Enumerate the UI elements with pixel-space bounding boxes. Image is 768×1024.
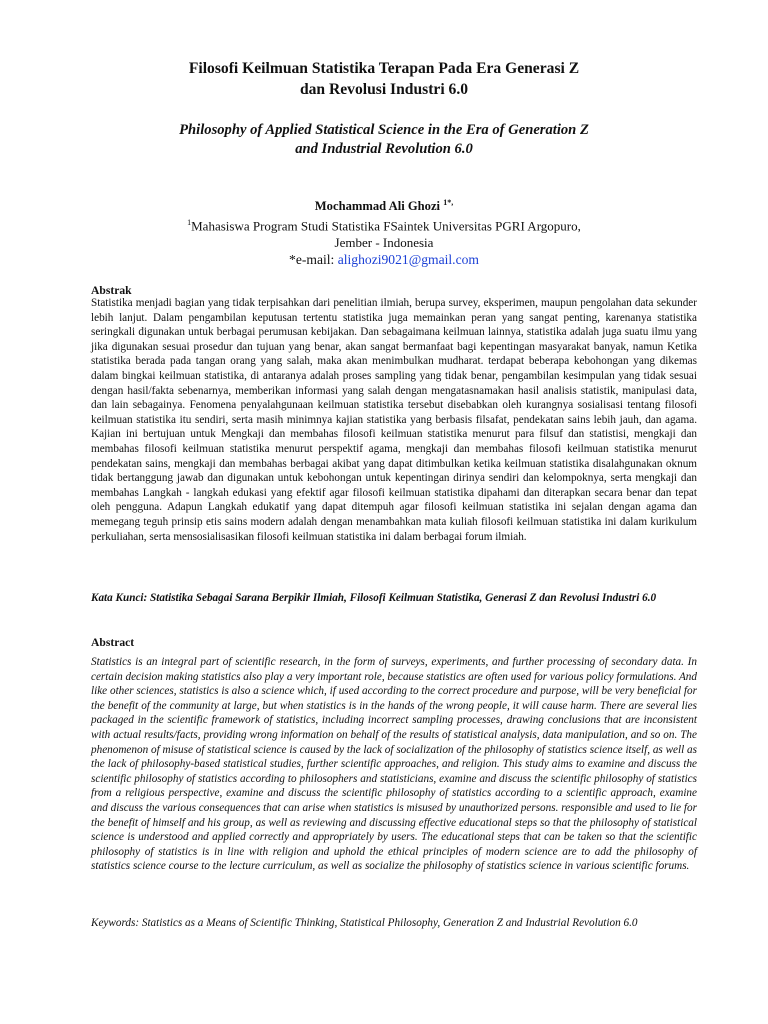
affiliation-line-1: $^1$Mahasiswa Program Studi Statistika FSaintek Universitas PGRI Argopuro, <box>187 218 581 234</box>
title-line-2: dan Revolusi Industri 6.0 <box>299 81 469 98</box>
abstrak-heading: Abstrak <box>91 284 132 297</box>
author <box>0 198 768 214</box>
affiliation-line-2: Jember - Indonesia <box>334 235 434 251</box>
affiliation-superscript: 1 <box>187 218 192 227</box>
paper-title-english <box>0 121 768 159</box>
abstract-body: Statistics is an integral part of scientific research, in the form of surveys, experiments, and further processing of secondary data. In certain decision making statistics also play a very important role, because statistics are often used for various policy formulations. And like other sciences, statistics is also a science which, if used according to the correct procedure and purpose, will be very beneficial for the benefit of the community at large, but when statistics is in the hands of the wrong people, it will cause harm. There are several lies packaged in the scientific framework of statistics, including incorrect sampling processes, drawing conclusions that are inconsistent with actual results/facts, providing wrong information on behalf of the results of statistical analysis, data manipulation, and so on. The phenomenon of misuse of statistical science is caused by the lack of socialization of the philosophy of statistics science itself, as well as the lack of philosophy-based statistical studies, further scientific approaches, and religion. This study aims to examine and discuss the scientific philosophy of statistics according to philosophers and statisticians, examine and discuss the scientific philosophy of statistics from a religious perspective, examine and discuss the scientific philosophy of statistics according to a scientific approach, examine and discuss the various consequences that can arise when statistics is misused by unauthorized persons. responsible and used to lie for the benefit of himself and his group, as well as reviewing and discussing effective educational steps so that the philosophy of statistical science is understood and applied correctly and appropriately by users. The educational steps that can be taken so that the scientific philosophy of statistics is in line with religion and uphold the ethical principles of modern science are to add the philosophy of statistics science course to the lecture curriculum, as well as socialize the philosophy of statistics science in various scientific forums. <box>91 656 697 873</box>
paper-title <box>0 58 768 100</box>
email-label: *e-mail: <box>289 252 338 268</box>
abstrak-body: Statistika menjadi bagian yang tidak terpisahkan dari penelitian ilmiah, berupa survey, eksperimen, maupun pengolahan data sekunder lebih lanjut. Dalam pengambilan keputusan tertentu statistika juga memainkan peran yang sangat penting, karenanya statistika seringkali digunakan untuk berbagai perumusan kebijakan. Dan sebagaimana keilmuan lainnya, statistika adalah juga suatu ilmu yang jika digunakan sesuai prosedur dan tujuan yang benar, akan sangat bermanfaat bagi kepentingan masyarakat banyak, namun Ketika statistika berada pada tangan orang yang salah, maka akan menimbulkan mudharat. terdapat beberapa kebohongan yang dikemas dalam bingkai keilmuan statistika, di antaranya adalah proses sampling yang tidak benar, pengambilan kesimpulan yang tidak sesuai dengan hasil/fakta sebenarnya, memberikan informasi yang salah dengan mengatasnamakan hasil analisis statistik, manipulasi data, dan lain sebagainya. Fenomena penyalahgunaan keilmuan statistika tersebut disebabkan oleh kurangnya sosialisasi tentang filosofi keilmuan statistika itu sendiri, serta masih minimnya kajian statistika yang berbasis filsafat, pendekatan sains lebih jauh, dan agama. Kajian ini bertujuan untuk Mengkaji dan membahas filosofi keilmuan statistika menurut para filsuf dan statistisi, mengkaji dan membahas filosofi keilmuan statistika menurut perspektif agama, mengkaji dan membahas filosofi keilmuan statistika menurut pendekatan sains, mengkaji dan membahas berbagai akibat yang dapat ditimbulkan ketika keilmuan statistika disalahgunakan oknum tidak bertanggung jawab dan digunakan untuk kebohongan untuk kepentingan dirinya sendiri dan kelompoknya, serta mengkaji dan membahas Langkah - langkah edukasi yang efektif agar filosofi keilmuan statistika dipahami dan diterapkan secara benar dan tepat oleh pengguna. Adapun Langkah edukatif yang dapat ditempuh agar filosofi keilmuan statistika ini sejalan dengan agama dan memegang teguh prinsip etis sains modern adalah dengan menambahkan mata kuliah filosofi keilmuan statistika ini dalam kurikulum perkuliahan, serta mensosialisasikan filosofi keilmuan statistika ini dalam berbagai forum ilmiah. <box>91 297 697 543</box>
kata-kunci: Kata Kunci: Statistika Sebagai Sarana Berpikir Ilmiah, Filosofi Keilmuan Statistika, Generasi Z dan Revolusi Industri 6.0 <box>91 592 657 604</box>
title-en-line-2: and Industrial Revolution 6.0 <box>295 141 473 157</box>
email-line <box>0 251 768 268</box>
title-line-1: Filosofi Keilmuan Statistika Terapan Pada Era Generasi Z <box>188 60 580 77</box>
author-name: Mochammad Ali Ghozi <box>314 199 441 214</box>
title-en-line-1: Philosophy of Applied Statistical Science in the Era of Generation Z <box>179 122 589 138</box>
email-link[interactable]: alighozi9021@gmail.com <box>337 252 479 268</box>
affiliation <box>0 214 768 268</box>
abstract-heading: Abstract <box>91 636 135 649</box>
keywords: Keywords: Statistics as a Means of Scientific Thinking, Statistical Philosophy, Generation Z and Industrial Revolution 6.0 <box>91 917 638 929</box>
author-superscript: 1*, <box>443 198 454 207</box>
